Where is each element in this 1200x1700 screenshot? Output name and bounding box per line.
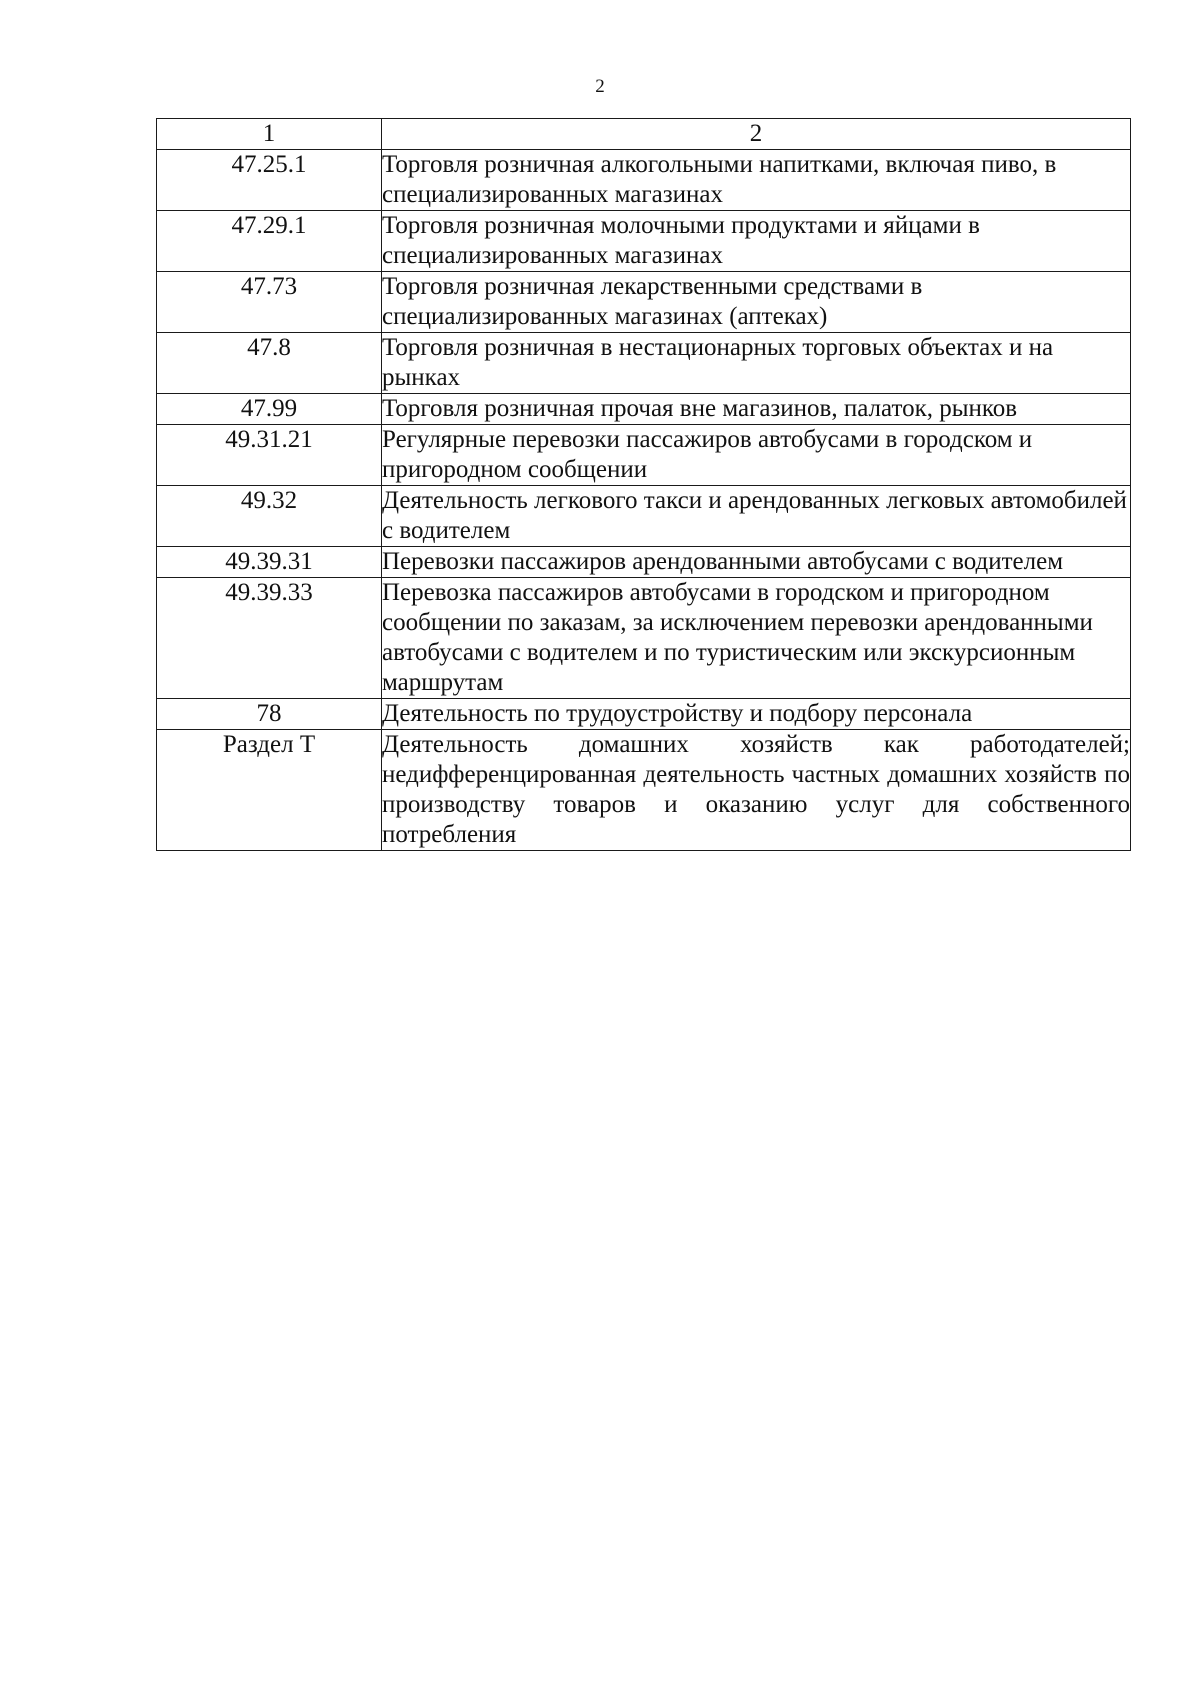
activity-code: 47.8 <box>157 333 382 394</box>
activity-code: 49.39.31 <box>157 547 382 578</box>
table-row <box>157 730 1131 851</box>
column-header-number: 1 <box>157 119 382 150</box>
activity-description: Деятельность по трудоустройству и подбору персонала <box>382 699 1131 730</box>
table-row <box>157 394 1131 425</box>
table-row <box>157 425 1131 486</box>
activity-code: 47.29.1 <box>157 211 382 272</box>
table-row <box>157 578 1131 699</box>
activity-code: Раздел Т <box>157 730 382 851</box>
table-row <box>157 547 1131 578</box>
activity-description: Регулярные перевозки пассажиров автобусами в городском и пригородном сообщении <box>382 425 1131 486</box>
activity-code: 47.25.1 <box>157 150 382 211</box>
table-row <box>157 486 1131 547</box>
table-row <box>157 272 1131 333</box>
column-header-number: 2 <box>382 119 1131 150</box>
activity-code: 47.99 <box>157 394 382 425</box>
table-row <box>157 699 1131 730</box>
activity-description: Деятельность легкового такси и арендованных легковых автомобилей с водителем <box>382 486 1131 547</box>
page-number: 2 <box>595 76 605 97</box>
activity-description: Перевозки пассажиров арендованными автобусами с водителем <box>382 547 1131 578</box>
table-row <box>157 211 1131 272</box>
activity-description: Торговля розничная в нестационарных торговых объектах и на рынках <box>382 333 1131 394</box>
activity-description: Торговля розничная алкогольными напитками, включая пиво, в специализированных магазинах <box>382 150 1131 211</box>
activity-code: 47.73 <box>157 272 382 333</box>
table-header-row <box>157 119 1131 150</box>
activity-description: Перевозка пассажиров автобусами в городском и пригородном сообщении по заказам, за исключением перевозки арендованными автобусами с водителем и по туристическим или экскурсионным маршрутам <box>382 578 1131 699</box>
activity-description: Торговля розничная молочными продуктами и яйцами в специализированных магазинах <box>382 211 1131 272</box>
activity-codes-table <box>156 118 1131 851</box>
activity-code: 49.32 <box>157 486 382 547</box>
activity-code: 49.31.21 <box>157 425 382 486</box>
activity-code: 49.39.33 <box>157 578 382 699</box>
activity-description: Торговля розничная лекарственными средствами в специализированных магазинах (аптеках) <box>382 272 1131 333</box>
table-row <box>157 150 1131 211</box>
activity-description: Деятельность домашних хозяйств как работодателей; недифференцированная деятельность частных домашних хозяйств по производству товаров и оказанию услуг для собственного потребления <box>382 730 1131 851</box>
activity-code: 78 <box>157 699 382 730</box>
table-row <box>157 333 1131 394</box>
activity-description: Торговля розничная прочая вне магазинов, палаток, рынков <box>382 394 1131 425</box>
